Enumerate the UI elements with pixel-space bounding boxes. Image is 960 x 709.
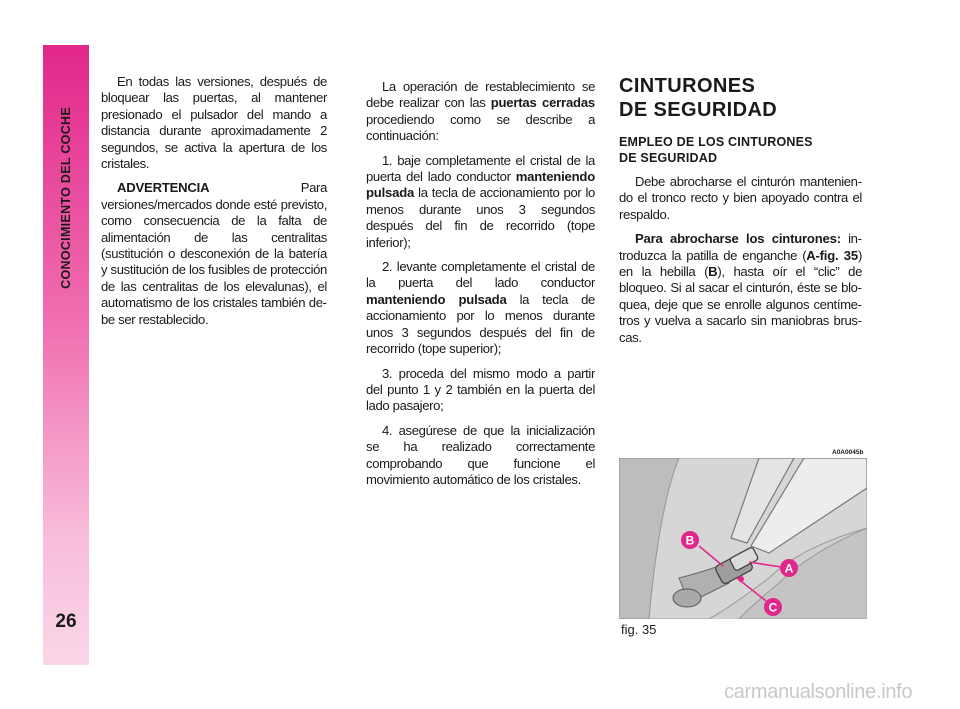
text: 1. baje completamente el cristal de la puerta del lado conductor xyxy=(366,152,595,185)
text: ), hasta oír el “clic” de bloqueo. Si al sacar el cinturón, éste se bloquea, deje que se enrolle algunos centímetros y vuelva a sacarlo sin maniobras bruscas. xyxy=(619,264,862,345)
section-title xyxy=(619,74,862,122)
bold-text: puertas cerradas xyxy=(490,95,596,111)
paragraph xyxy=(619,231,862,346)
step-3: 3. proceda del mismo modo a partir del punto 1 y 2 también en la puerta del lado pasajero; xyxy=(366,365,595,414)
bold-text: manteniendo pulsada xyxy=(366,291,507,307)
warning-label: ADVERTENCIA xyxy=(117,180,210,196)
warning-text: Para versiones/mercados donde esté previsto, como consecuencia de la falta de alimentación de las centralitas (sustitución o desconexión de la batería y sustitución de los fusibles de protección de las centralitas de los elevalunas), el automatismo de los cristales también debe ser restablecido. xyxy=(101,180,327,327)
step-1 xyxy=(366,153,595,251)
text: La operación de restablecimiento se debe realizar con las xyxy=(366,79,595,111)
figure-caption: fig. 35 xyxy=(621,622,657,637)
figure-code: A0A0045b xyxy=(832,449,864,456)
text-column-3 xyxy=(619,74,862,354)
bold-text: manteniendo pulsada xyxy=(366,169,595,201)
text: la tecla de accionamiento por lo menos durante unos 3 segundos después del fin de recorrido (tope superior); xyxy=(366,291,595,357)
text: 2. levante completamente el cristal de la puerta del lado conductor xyxy=(366,259,595,291)
figure-reference: A-fig. 35 xyxy=(806,247,858,263)
text: ) en la hebilla ( xyxy=(619,247,862,280)
paragraph xyxy=(366,79,595,145)
step-2 xyxy=(366,259,595,357)
section-title-line: DE SEGURIDAD xyxy=(619,99,778,121)
text: la tecla de accionamiento por lo menos durante unos 3 segundos después del fin de recorrido (tope inferior); xyxy=(366,185,595,250)
text: introduzca la patilla de enganche ( xyxy=(619,231,862,263)
warning-paragraph xyxy=(101,180,327,328)
paragraph: Debe abrocharse el cinturón manteniendo el tronco recto y bien apoyado contra el respaldo. xyxy=(619,174,862,222)
subsection-title-line: DE SEGURIDAD xyxy=(619,151,718,165)
page-number: 26 xyxy=(55,611,77,632)
figure-reference: B xyxy=(708,264,718,280)
watermark: carmanualsonline.info xyxy=(724,681,913,703)
seat-belt-illustration xyxy=(619,458,867,619)
paragraph: En todas las versiones, después de bloquear las puertas, al mantener presionado el pulsador del mando a distancia durante aproximadamente 2 segundos, se activa la apertura de los cristales. xyxy=(101,74,327,172)
chapter-sidebar xyxy=(43,45,89,665)
text: procediendo como se describe a continuación: xyxy=(366,111,595,144)
subsection-title-line: EMPLEO DE LOS CINTURONES xyxy=(619,135,813,149)
seat-belt-drawing xyxy=(619,458,867,619)
label-b: B xyxy=(685,533,695,548)
chapter-title: CONOCIMIENTO DEL COCHE xyxy=(59,107,73,289)
label-c: C xyxy=(768,600,778,615)
step-4: 4. asegúrese de que la inicialización se ha realizado correctamente comprobando que funcione el movimiento automático de los cristales. xyxy=(366,422,595,487)
bold-text: Para abrocharse los cinturones: xyxy=(635,231,841,247)
subsection-title xyxy=(619,134,862,166)
label-a: A xyxy=(784,561,794,576)
section-title-line: CINTURONES xyxy=(619,75,756,97)
buckle-base xyxy=(673,589,701,607)
text-column-1 xyxy=(101,74,327,336)
text-column-2 xyxy=(366,79,595,496)
